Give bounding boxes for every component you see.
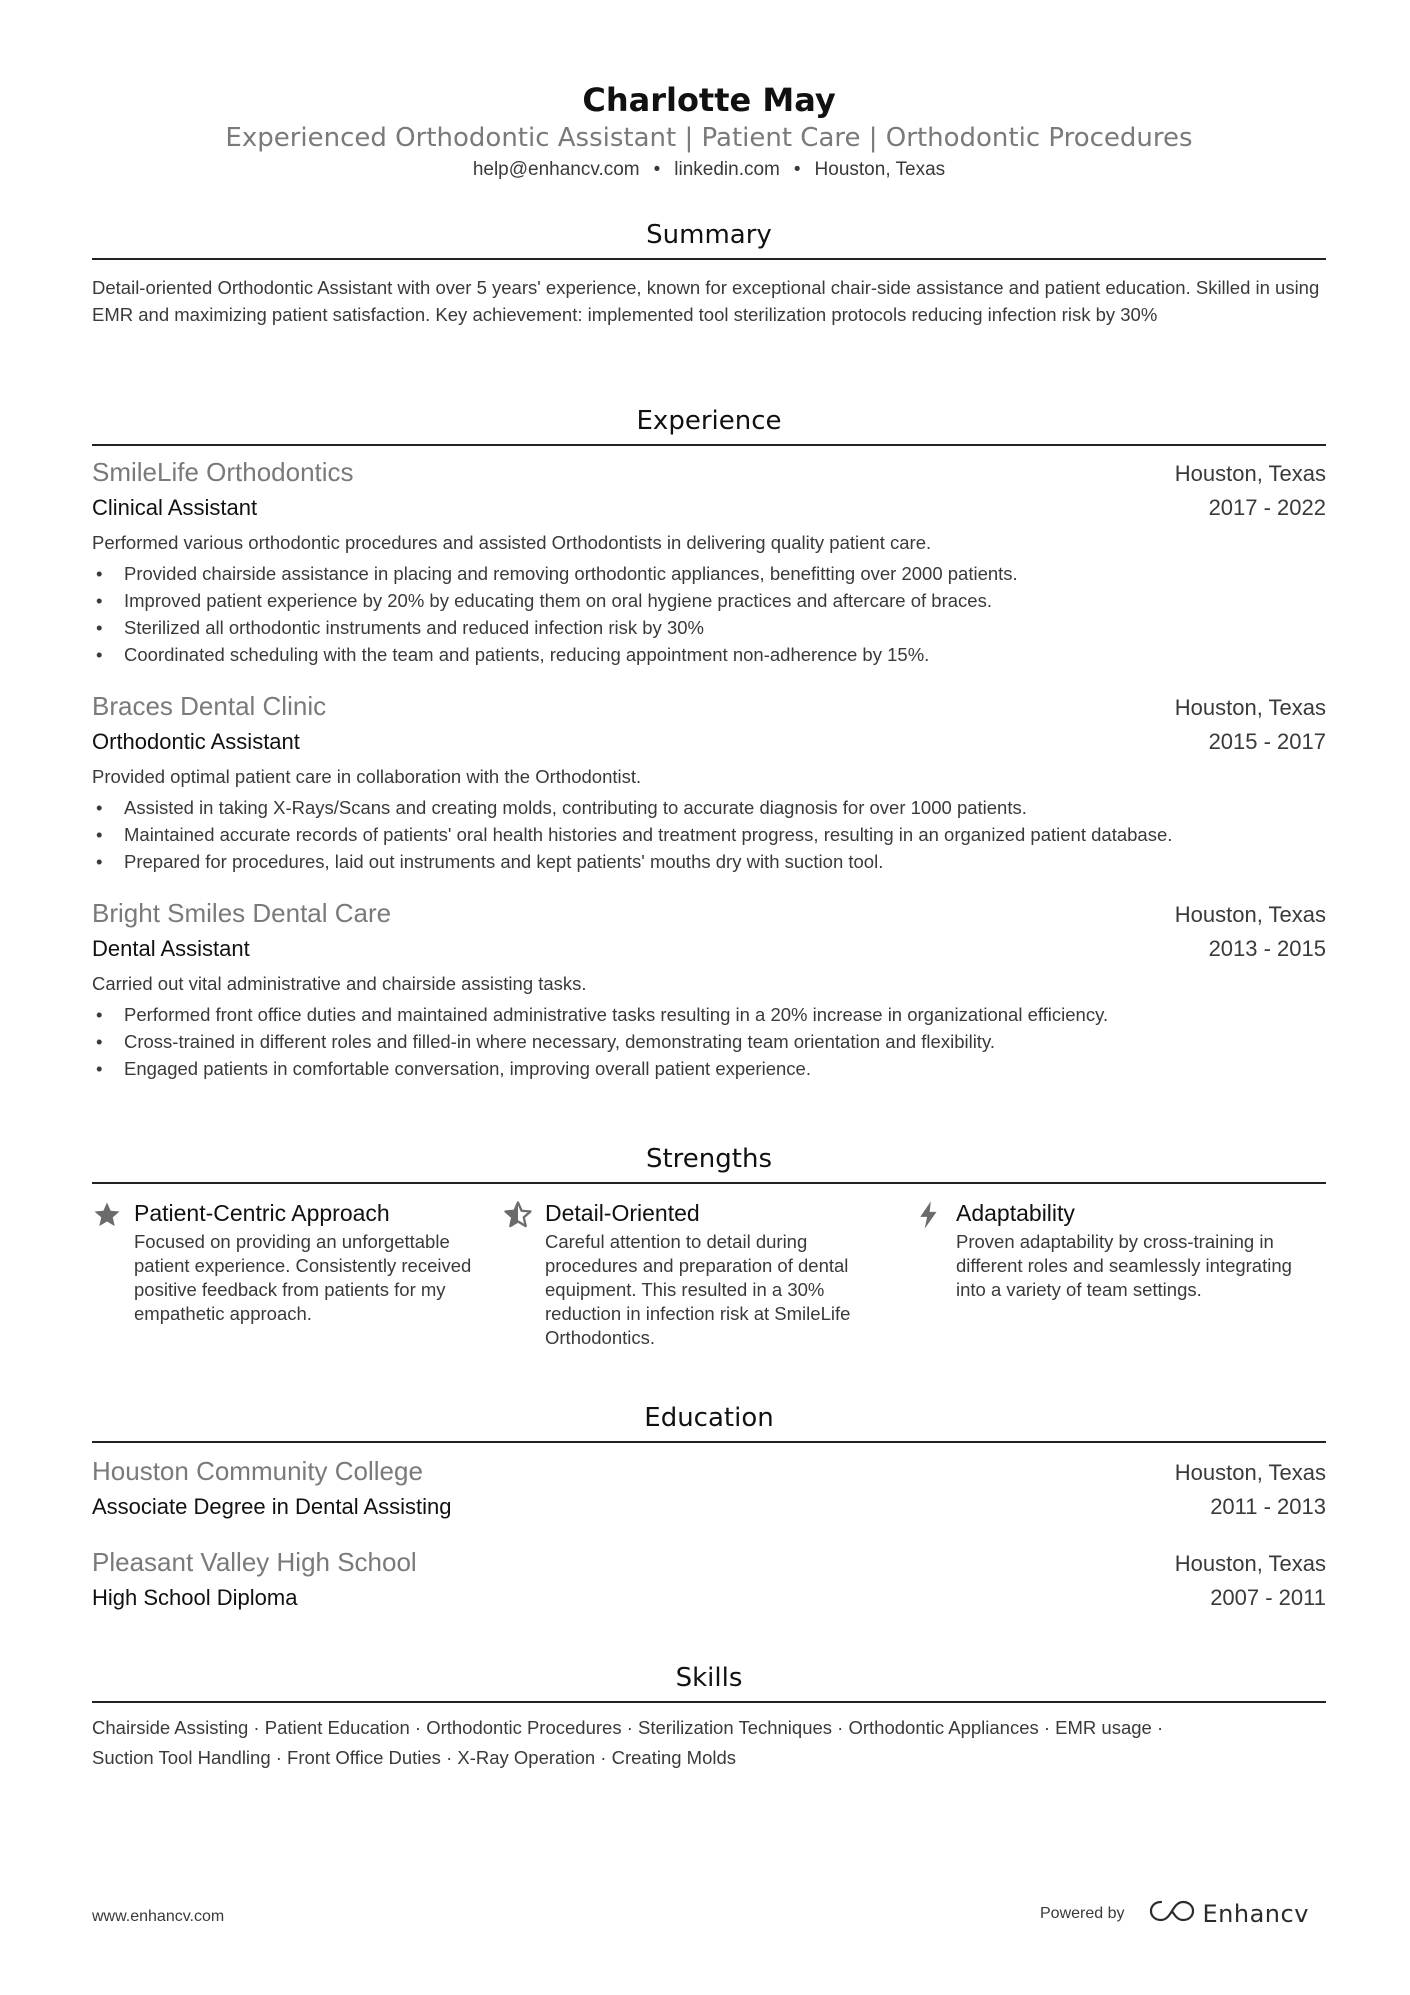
job-dates: 2017 - 2022 [1208,495,1326,520]
strengths-title: Strengths [92,1142,1326,1184]
job-bullet: • Provided chairside assistance in placing and removing orthodontic appliances, benefitting over 2000 patients. [92,560,1326,587]
job-bullets [92,560,1326,668]
job-bullet: • Sterilized all orthodontic instruments and reduced infection risk by 30% [92,614,1326,641]
job-dates: 2013 - 2015 [1208,936,1326,961]
education-degree: Associate Degree in Dental Assisting [92,1494,452,1519]
experience-section [92,404,1326,1082]
job-location: Houston, Texas [1174,461,1326,486]
half-star-icon [503,1198,545,1350]
experience-title: Experience [92,404,1326,446]
job-bullet: • Improved patient experience by 20% by educating them on oral hygiene practices and aftercare of braces. [92,587,1326,614]
job-entry [92,688,1326,875]
job-company: Bright Smiles Dental Care [92,898,392,928]
strength-item [503,1198,914,1350]
strength-description: Proven adaptability by cross-training in different roles and seamlessly integrating into a variety of team settings. [956,1231,1292,1300]
job-bullets [92,1001,1326,1082]
education-entry [92,1453,1326,1524]
education-degree: High School Diploma [92,1585,298,1610]
job-bullets [92,794,1326,875]
job-company: SmileLife Orthodontics [92,457,354,487]
strength-title: Detail-Oriented [545,1200,700,1226]
job-bullet: • Prepared for procedures, laid out instruments and kept patients' mouths dry with suction tool. [92,848,1326,875]
education-entry [92,1544,1326,1615]
contact-line [92,156,1326,184]
education-school: Pleasant Valley High School [92,1547,417,1577]
skills-list [92,1713,1326,1773]
job-role: Orthodontic Assistant [92,729,300,754]
job-bullet: • Assisted in taking X-Rays/Scans and creating molds, contributing to accurate diagnosis for over 1000 patients. [92,794,1326,821]
education-section [92,1401,1326,1615]
contact-separator: • [653,159,661,180]
job-bullet: • Engaged patients in comfortable conversation, improving overall patient experience. [92,1055,1326,1082]
summary-text: Detail-oriented Orthodontic Assistant with over 5 years' experience, known for exceptional chair-side assistance and patient education. Skilled in using EMR and maximizing patient satisfaction. Key achievement: implemented tool sterilization protocols reducing infection risk by 30% [92,277,1320,325]
skills-line: Suction Tool Handling · Front Office Duties · X-Ray Operation · Creating Molds [92,1747,737,1768]
skills-line: Chairside Assisting · Patient Education · Orthodontic Procedures · Sterilization Techniques · Orthodontic Appliances · EMR usage · [92,1717,1164,1738]
education-location: Houston, Texas [1174,1460,1326,1485]
job-description: Carried out vital administrative and chairside assisting tasks. [92,973,587,994]
strength-description: Careful attention to detail during procedures and preparation of dental equipment. This resulted in a 30% reduction in infection risk at SmileLife Orthodontics. [545,1231,851,1348]
strength-item [914,1198,1325,1350]
contact-linkedin[interactable]: linkedin.com [674,159,780,180]
powered-by-label: Powered by [1040,1904,1125,1922]
footer-website[interactable]: www.enhancv.com [92,1908,225,1925]
contact-email[interactable]: help@enhancv.com [472,159,640,180]
candidate-name: Charlotte May [582,81,836,119]
job-dates: 2015 - 2017 [1208,729,1326,754]
job-bullet: • Coordinated scheduling with the team and patients, reducing appointment non-adherence by 15%. [92,641,1326,668]
resume-header [92,0,1326,184]
strengths-list [92,1198,1326,1350]
candidate-tagline: Experienced Orthodontic Assistant | Patient Care | Orthodontic Procedures [225,123,1193,153]
enhancv-logo-icon[interactable] [1149,1898,1195,1929]
resume-page [92,0,1326,1768]
strength-title: Patient-Centric Approach [134,1200,390,1226]
job-location: Houston, Texas [1174,902,1326,927]
strength-description: Focused on providing an unforgettable patient experience. Consistently received positive feedback from patients for my empathetic approach. [134,1231,472,1324]
strengths-section [92,1142,1326,1350]
job-bullet: • Performed front office duties and maintained administrative tasks resulting in a 20% increase in organizational efficiency. [92,1001,1326,1028]
job-bullet: • Cross-trained in different roles and filled-in where necessary, demonstrating team orientation and flexibility. [92,1028,1326,1055]
footer-branding [1040,1898,1309,1929]
job-location: Houston, Texas [1174,695,1326,720]
education-school: Houston Community College [92,1456,423,1486]
education-dates: 2011 - 2013 [1210,1494,1326,1519]
job-entry [92,895,1326,1082]
education-location: Houston, Texas [1174,1551,1326,1576]
brand-name[interactable]: Enhancv [1202,1899,1309,1928]
job-description: Provided optimal patient care in collaboration with the Orthodontist. [92,766,642,787]
contact-location: Houston, Texas [814,159,946,180]
job-company: Braces Dental Clinic [92,691,327,721]
summary-title: Summary [92,218,1326,260]
job-role: Dental Assistant [92,936,250,961]
education-title: Education [92,1401,1326,1443]
skills-section [92,1661,1326,1773]
contact-separator: • [793,159,801,180]
job-bullet: • Maintained accurate records of patients' oral health histories and treatment progress, resulting in an organized patient database. [92,821,1326,848]
job-entry [92,454,1326,668]
strength-item [92,1198,503,1350]
skills-title: Skills [92,1661,1326,1703]
strength-title: Adaptability [956,1200,1075,1226]
job-description: Performed various orthodontic procedures and assisted Orthodontists in delivering quality patient care. [92,532,932,553]
lightning-icon [914,1198,956,1350]
job-role: Clinical Assistant [92,495,258,520]
summary-section [92,218,1326,328]
star-icon [92,1198,134,1350]
education-dates: 2007 - 2011 [1210,1585,1326,1610]
